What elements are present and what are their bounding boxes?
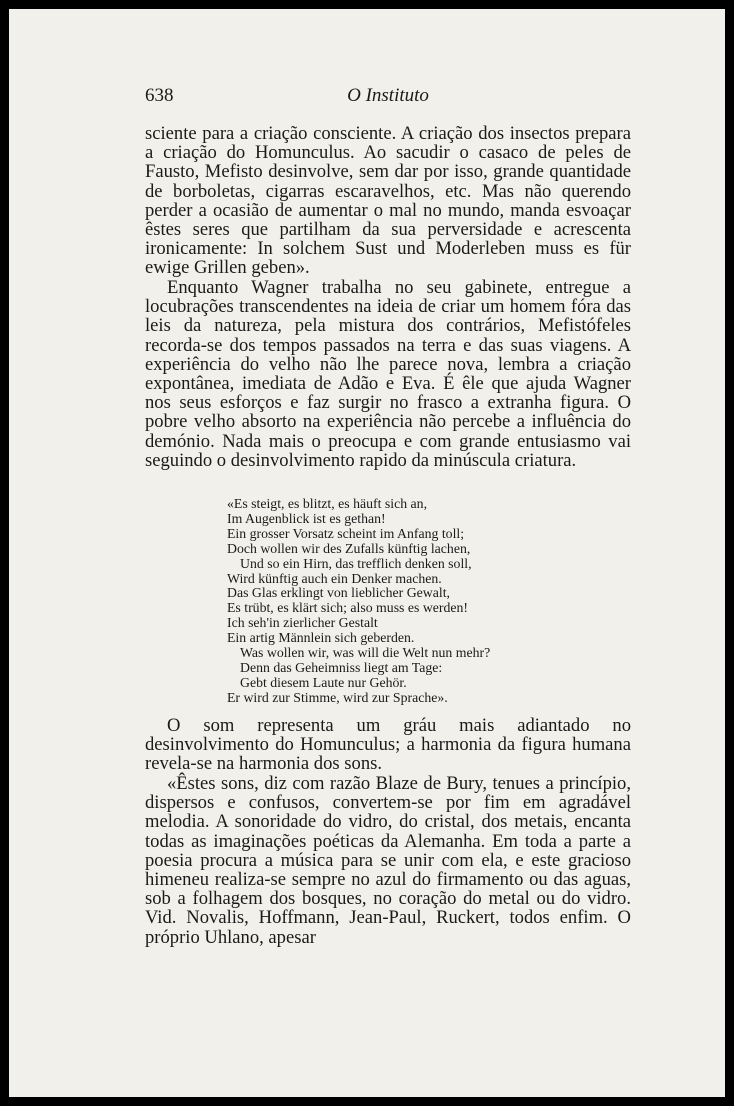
poem-line: Denn das Geheimniss liegt am Tage: [240, 659, 443, 675]
poem-line: Doch wollen wir des Zufalls künftig lachen, [227, 540, 471, 556]
poem-line: Was wollen wir, was will die Welt nun mehr? [240, 645, 491, 661]
poem-line: Ein grosser Vorsatz scheint im Anfang toll; [227, 525, 465, 541]
poem-line: Ein artig Männlein sich geberden. [227, 630, 415, 646]
running-title: O Instituto [347, 85, 429, 106]
page-header [145, 85, 631, 111]
poem-line: Gebt diesem Laute nur Gehör. [240, 674, 407, 690]
paragraph: «Êstes sons, diz com razão Blaze de Bury, tenues a princípio, dispersos e confusos, convertem-se por fim em agradável melodia. A sonoridade do vidro, do cristal, dos metais, encanta todas as imaginações poéticas da Alemanha. Em toda a parte a poesia procura a música para se unir com ela, e este gracioso himeneu realiza-se sempre no azul do firmamento ou das aguas, sob a folhagem dos bosques, no coração do metal ou do vidro. Vid. Novalis, Hoffmann, Jean-Paul, Ruckert, todos enfim. O próprio Uhlano, apesar [145, 773, 631, 948]
paragraph: O som representa um gráu mais adiantado no desinvolvimento do Homunculus; a harmonia da figura humana revela-se na harmonia dos sons. [145, 715, 631, 775]
poem-line: Ich seh'in zierlicher Gestalt [227, 615, 378, 631]
poem-line: «Es steigt, es blitzt, es häuft sich an, [227, 496, 428, 511]
poem-line: Er wird zur Stimme, wird zur Sprache». [227, 689, 448, 705]
page [9, 9, 725, 1097]
poem-quotation [227, 497, 567, 706]
paragraph: sciente para a criação consciente. A criação dos insectos prepara a criação do Homunculus. Ao sacudir o casaco de peles de Fausto, Mefisto desinvolve, sem dar por isso, grande quantidade de borboletas, cigarras escaravelhos, etc. Mas não querendo perder a ocasião de aumentar o mal no mundo, manda esvoaçar êstes seres que partilham da sua perversidade e acrescenta ironicamente: In solchem Sust und Moderleben muss es für ewige Grillen geben». [145, 123, 631, 279]
poem-line: Wird künftig auch ein Denker machen. [227, 570, 442, 586]
poem-line: Es trübt, es klärt sich; also muss es werden! [227, 600, 469, 616]
page-number: 638 [145, 85, 174, 106]
poem-line: Und so ein Hirn, das trefflich denken soll, [240, 555, 472, 571]
poem-line: Im Augenblick ist es gethan! [227, 510, 386, 526]
poem-line: Das Glas erklingt von lieblicher Gewalt, [227, 585, 450, 601]
paragraph: Enquanto Wagner trabalha no seu gabinete, entregue a locubrações transcendentes na ideia de criar um homem fóra das leis da natureza, pela mistura dos contrários, Mefistófeles recorda-se dos tempos passados na terra e das suas viagens. A experiência do velho não lhe parece nova, lembra a criação expontânea, imediata de Adão e Eva. É êle que ajuda Wagner nos seus esforços e faz surgir no frasco a extranha figura. O pobre velho absorto na experiência não percebe a influência do demónio. Nada mais o preocupa e com grande entusiasmo vai seguindo o desinvolvimento rapido da minúscula criatura. [145, 277, 631, 471]
